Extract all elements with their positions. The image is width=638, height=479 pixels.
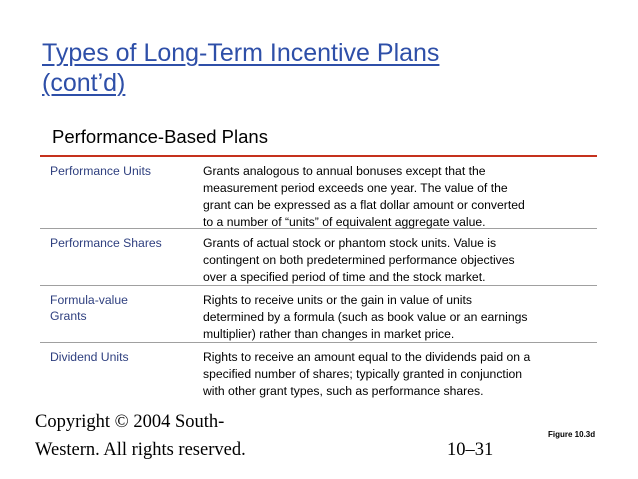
title-line-1: Types of Long-Term Incentive Plans: [42, 39, 440, 67]
plan-description: [203, 157, 597, 228]
copyright-line: Western. All rights reserved.: [35, 440, 246, 460]
plan-description: [203, 229, 597, 285]
desc-line: Grants of actual stock or phantom stock units. Value is: [203, 236, 497, 250]
desc-line: Rights to receive an amount equal to the dividends paid on a: [203, 350, 531, 364]
table-row: [40, 157, 597, 229]
slide-title: [42, 38, 439, 98]
table-row: [40, 286, 597, 343]
desc-line: multiplier) rather than changes in market price.: [203, 327, 455, 341]
section-heading: Performance-Based Plans: [52, 126, 268, 147]
term-line: Performance Shares: [50, 236, 162, 250]
plan-description: [203, 286, 597, 342]
term-line: Performance Units: [50, 164, 151, 178]
desc-line: with other grant types, such as performance shares.: [203, 384, 484, 398]
plans-table: [40, 157, 597, 399]
desc-line: over a specified period of time and the stock market.: [203, 270, 486, 284]
copyright-notice: [35, 408, 246, 464]
desc-line: specified number of shares; typically granted in conjunction: [203, 367, 523, 381]
page-number: 10–31: [447, 440, 494, 460]
desc-line: determined by a formula (such as book value or an earnings: [203, 310, 528, 324]
term-line: Dividend Units: [50, 350, 129, 364]
term-line: Grants: [50, 309, 87, 323]
desc-line: contingent on both predetermined performance objectives: [203, 253, 515, 267]
desc-line: Grants analogous to annual bonuses except that the: [203, 164, 486, 178]
desc-line: grant can be expressed as a flat dollar amount or converted: [203, 198, 525, 212]
table-row: [40, 343, 597, 399]
term-line: Formula-value: [50, 293, 128, 307]
plan-term: [40, 157, 203, 228]
plan-term: [40, 286, 203, 342]
desc-line: measurement period exceeds one year. The value of the: [203, 181, 508, 195]
title-line-2: (cont’d): [42, 69, 126, 97]
plan-term: [40, 343, 203, 399]
desc-line: Rights to receive units or the gain in value of units: [203, 293, 472, 307]
desc-line: to a number of “units” of equivalent aggregate value.: [203, 215, 486, 229]
plan-term: [40, 229, 203, 285]
copyright-line: Copyright © 2004 South-: [35, 412, 225, 432]
figure-label: Figure 10.3d: [548, 430, 596, 439]
plan-description: [203, 343, 597, 399]
table-row: [40, 229, 597, 286]
